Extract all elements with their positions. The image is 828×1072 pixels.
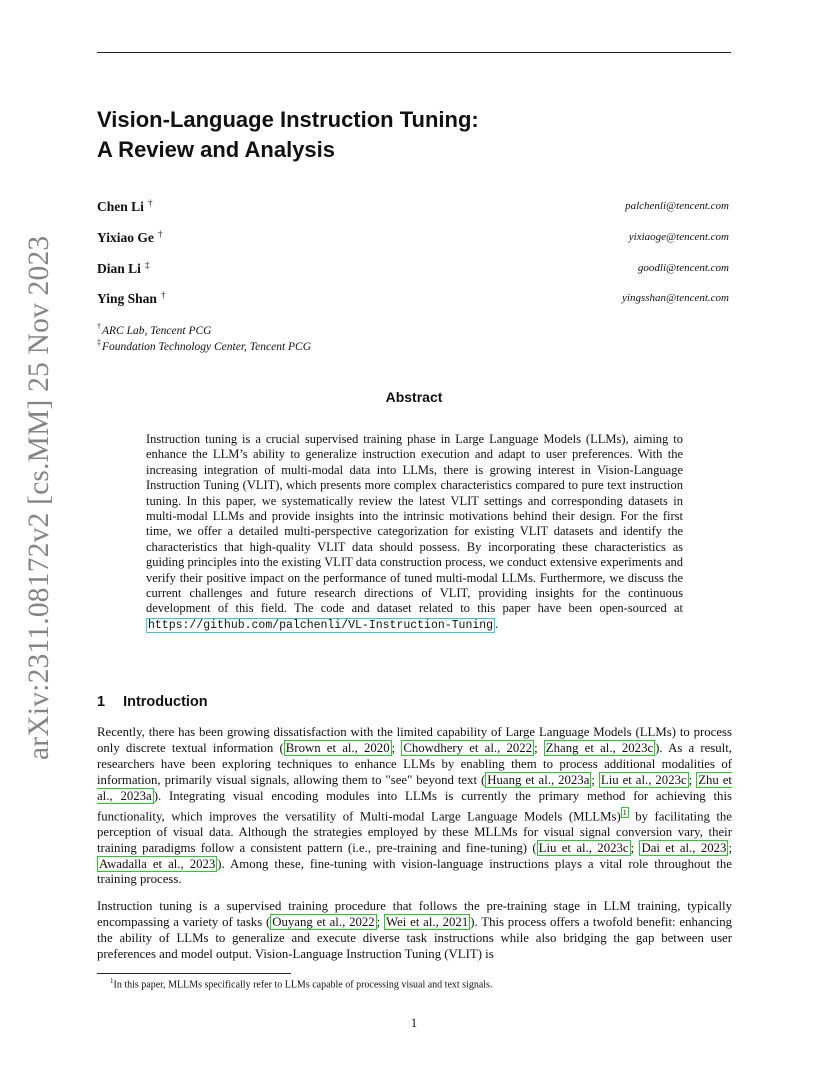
author-name-text: Chen Li bbox=[97, 199, 144, 214]
citation-separator: ; bbox=[534, 740, 544, 755]
citation-separator: ; bbox=[591, 772, 599, 787]
paragraph-text: Recently, there has been growing dissatisfaction with the limited capability of Large Language Models (LLMs) to process only discrete textual information ( bbox=[97, 725, 732, 755]
author-email[interactable]: yixiaoge@tencent.com bbox=[628, 231, 729, 243]
citation-link[interactable]: Wei et al., 2021 bbox=[386, 914, 469, 929]
footnote-rule bbox=[97, 973, 291, 974]
citation-separator: ; bbox=[688, 772, 697, 787]
abstract-text: Instruction tuning is a crucial supervised training phase in Large Language Models (LLMs), aiming to enhance the LLM’s ability to generalize instruction execution and adapt to user preferences. With the increasing integration of multi-modal data into LLMs, there is growing interest in Vision-Language Instruction Tuning (VLIT), which presents more complex characteristics compared to pure text instruction tuning. In this paper, we systematically review the latest VLIT settings and corresponding datasets in multi-modal LLMs and provide insights into the intrinsic motivations behind their design. For the first time, we offer a detailed multi-perspective categorization for existing VLIT datasets and identify the characteristics that high-quality VLIT data should possess. By incorporating these characteristics as guiding principles into the existing VLIT data construction process, we conduct extensive experiments and verify their positive impact on the performance of tuned multi-modal LLMs. Furthermore, we discuss the current challenges and future research directions of VLIT, providing insights for the continuous development of this field. The code and dataset related to this paper have been open-sourced at bbox=[146, 432, 683, 616]
abstract-end: . bbox=[495, 616, 499, 631]
section-number: 1 bbox=[97, 694, 106, 710]
section-title: Introduction bbox=[123, 694, 208, 710]
citation-link[interactable]: Ouyang et al., 2022 bbox=[272, 914, 375, 929]
author-name bbox=[97, 199, 153, 215]
citation-link[interactable]: Chowdhery et al., 2022 bbox=[403, 740, 533, 755]
arxiv-side-stamp bbox=[20, 235, 60, 760]
footnote-link[interactable]: 1 bbox=[622, 807, 627, 817]
section-heading bbox=[97, 694, 208, 710]
paper-title-line-1: Vision-Language Instruction Tuning: bbox=[97, 107, 479, 132]
footnote-text: In this paper, MLLMs specifically refer to LLMs capable of processing visual and text signals. bbox=[113, 979, 493, 991]
author-email[interactable]: palchenli@tencent.com bbox=[625, 200, 729, 212]
author-email[interactable]: yingsshan@tencent.com bbox=[622, 292, 729, 304]
citation-link[interactable]: Brown et al., 2020 bbox=[285, 740, 390, 755]
paper-title bbox=[97, 105, 479, 165]
paragraph-text: ). This process offers a twofold benefit: enhancing the ability of LLMs to generalize and execute diverse task instructions while also bridging the gap between user preferences and model output. Vision-Language Instruction Tuning (VLIT) is bbox=[97, 914, 732, 961]
affiliation-text: Foundation Technology Center, Tencent PCG bbox=[102, 340, 312, 353]
affiliation-text: ARC Lab, Tencent PCG bbox=[102, 324, 212, 337]
intro-paragraph-1 bbox=[97, 725, 732, 888]
author-affiliation-mark: ‡ bbox=[144, 261, 150, 271]
affiliation-mark: ‡ bbox=[97, 338, 101, 347]
author-email[interactable]: goodli@tencent.com bbox=[637, 262, 729, 274]
page-number: 1 bbox=[410, 1016, 418, 1030]
author-name bbox=[97, 261, 150, 277]
citation-link[interactable]: Zhu et al., 2023a bbox=[97, 772, 732, 803]
citation-separator: ; bbox=[630, 840, 640, 855]
citation-link[interactable]: Awadalla et al., 2023 bbox=[99, 856, 216, 871]
header-rule bbox=[97, 52, 731, 53]
author-affiliation-mark: † bbox=[160, 291, 166, 301]
paper-title-line-2: A Review and Analysis bbox=[97, 137, 336, 162]
citation-link[interactable]: Zhang et al., 2023c bbox=[545, 740, 654, 755]
affiliation bbox=[97, 338, 311, 353]
author-name bbox=[97, 291, 166, 307]
author-name-text: Yixiao Ge bbox=[97, 230, 154, 245]
paragraph-text: ). Integrating visual encoding modules into LLMs is currently the primary method for achieving this functionality, which improves the versatility of Multi-modal Large Language Models (MLLMs) bbox=[97, 788, 732, 823]
code-repository-link[interactable]: https://github.com/palchenli/VL-Instruction-Tuning bbox=[148, 618, 494, 632]
author-name-text: Ying Shan bbox=[97, 291, 157, 306]
author-row bbox=[97, 291, 729, 311]
citation-link[interactable]: Liu et al., 2023c bbox=[538, 840, 629, 855]
arxiv-identifier: arXiv:2311.08172v2 [cs.MM] 25 Nov 2023 bbox=[23, 235, 55, 760]
author-name-text: Dian Li bbox=[97, 261, 141, 276]
paragraph-text: by facilitating the perception of visual data. Although the strategies employed by these MLLMs for visual signal conversion vary, their training paradigms follow a consistent pattern (i.e., pre-training and fine-tuning) ( bbox=[97, 808, 732, 855]
abstract-body bbox=[146, 432, 683, 633]
author-affiliation-mark: † bbox=[147, 199, 153, 209]
paragraph-text: ). As a result, researchers have been exploring techniques to enhance LLMs by enabling them to process additional modalities of information, primarily visual signals, allowing them to "see" beyond text ( bbox=[97, 740, 732, 787]
citation-link[interactable]: Dai et al., 2023 bbox=[641, 840, 727, 855]
author-row bbox=[97, 199, 729, 219]
affiliation bbox=[97, 322, 211, 337]
paragraph-text: Instruction tuning is a supervised training procedure that follows the pre-training stage in LLM training, typically encompassing a variety of tasks ( bbox=[97, 899, 732, 929]
affiliation-mark: † bbox=[97, 322, 101, 331]
citation-link[interactable]: Liu et al., 2023c bbox=[600, 772, 687, 787]
citation-separator: ; bbox=[728, 840, 732, 855]
citation-link[interactable]: Huang et al., 2023a bbox=[487, 772, 590, 787]
footnote bbox=[110, 977, 492, 990]
intro-paragraph-2 bbox=[97, 899, 732, 963]
citation-separator: ; bbox=[376, 914, 385, 929]
author-row bbox=[97, 230, 729, 250]
citation-separator: ; bbox=[391, 740, 402, 755]
abstract-heading: Abstract bbox=[385, 389, 443, 405]
footnote-mark: 1 bbox=[110, 977, 114, 985]
paragraph-text: ). Among these, fine-tuning with vision-language instructions plays a vital role throughout the training process. bbox=[97, 856, 732, 887]
author-name bbox=[97, 230, 163, 246]
author-affiliation-mark: † bbox=[157, 230, 163, 240]
author-row bbox=[97, 261, 729, 281]
